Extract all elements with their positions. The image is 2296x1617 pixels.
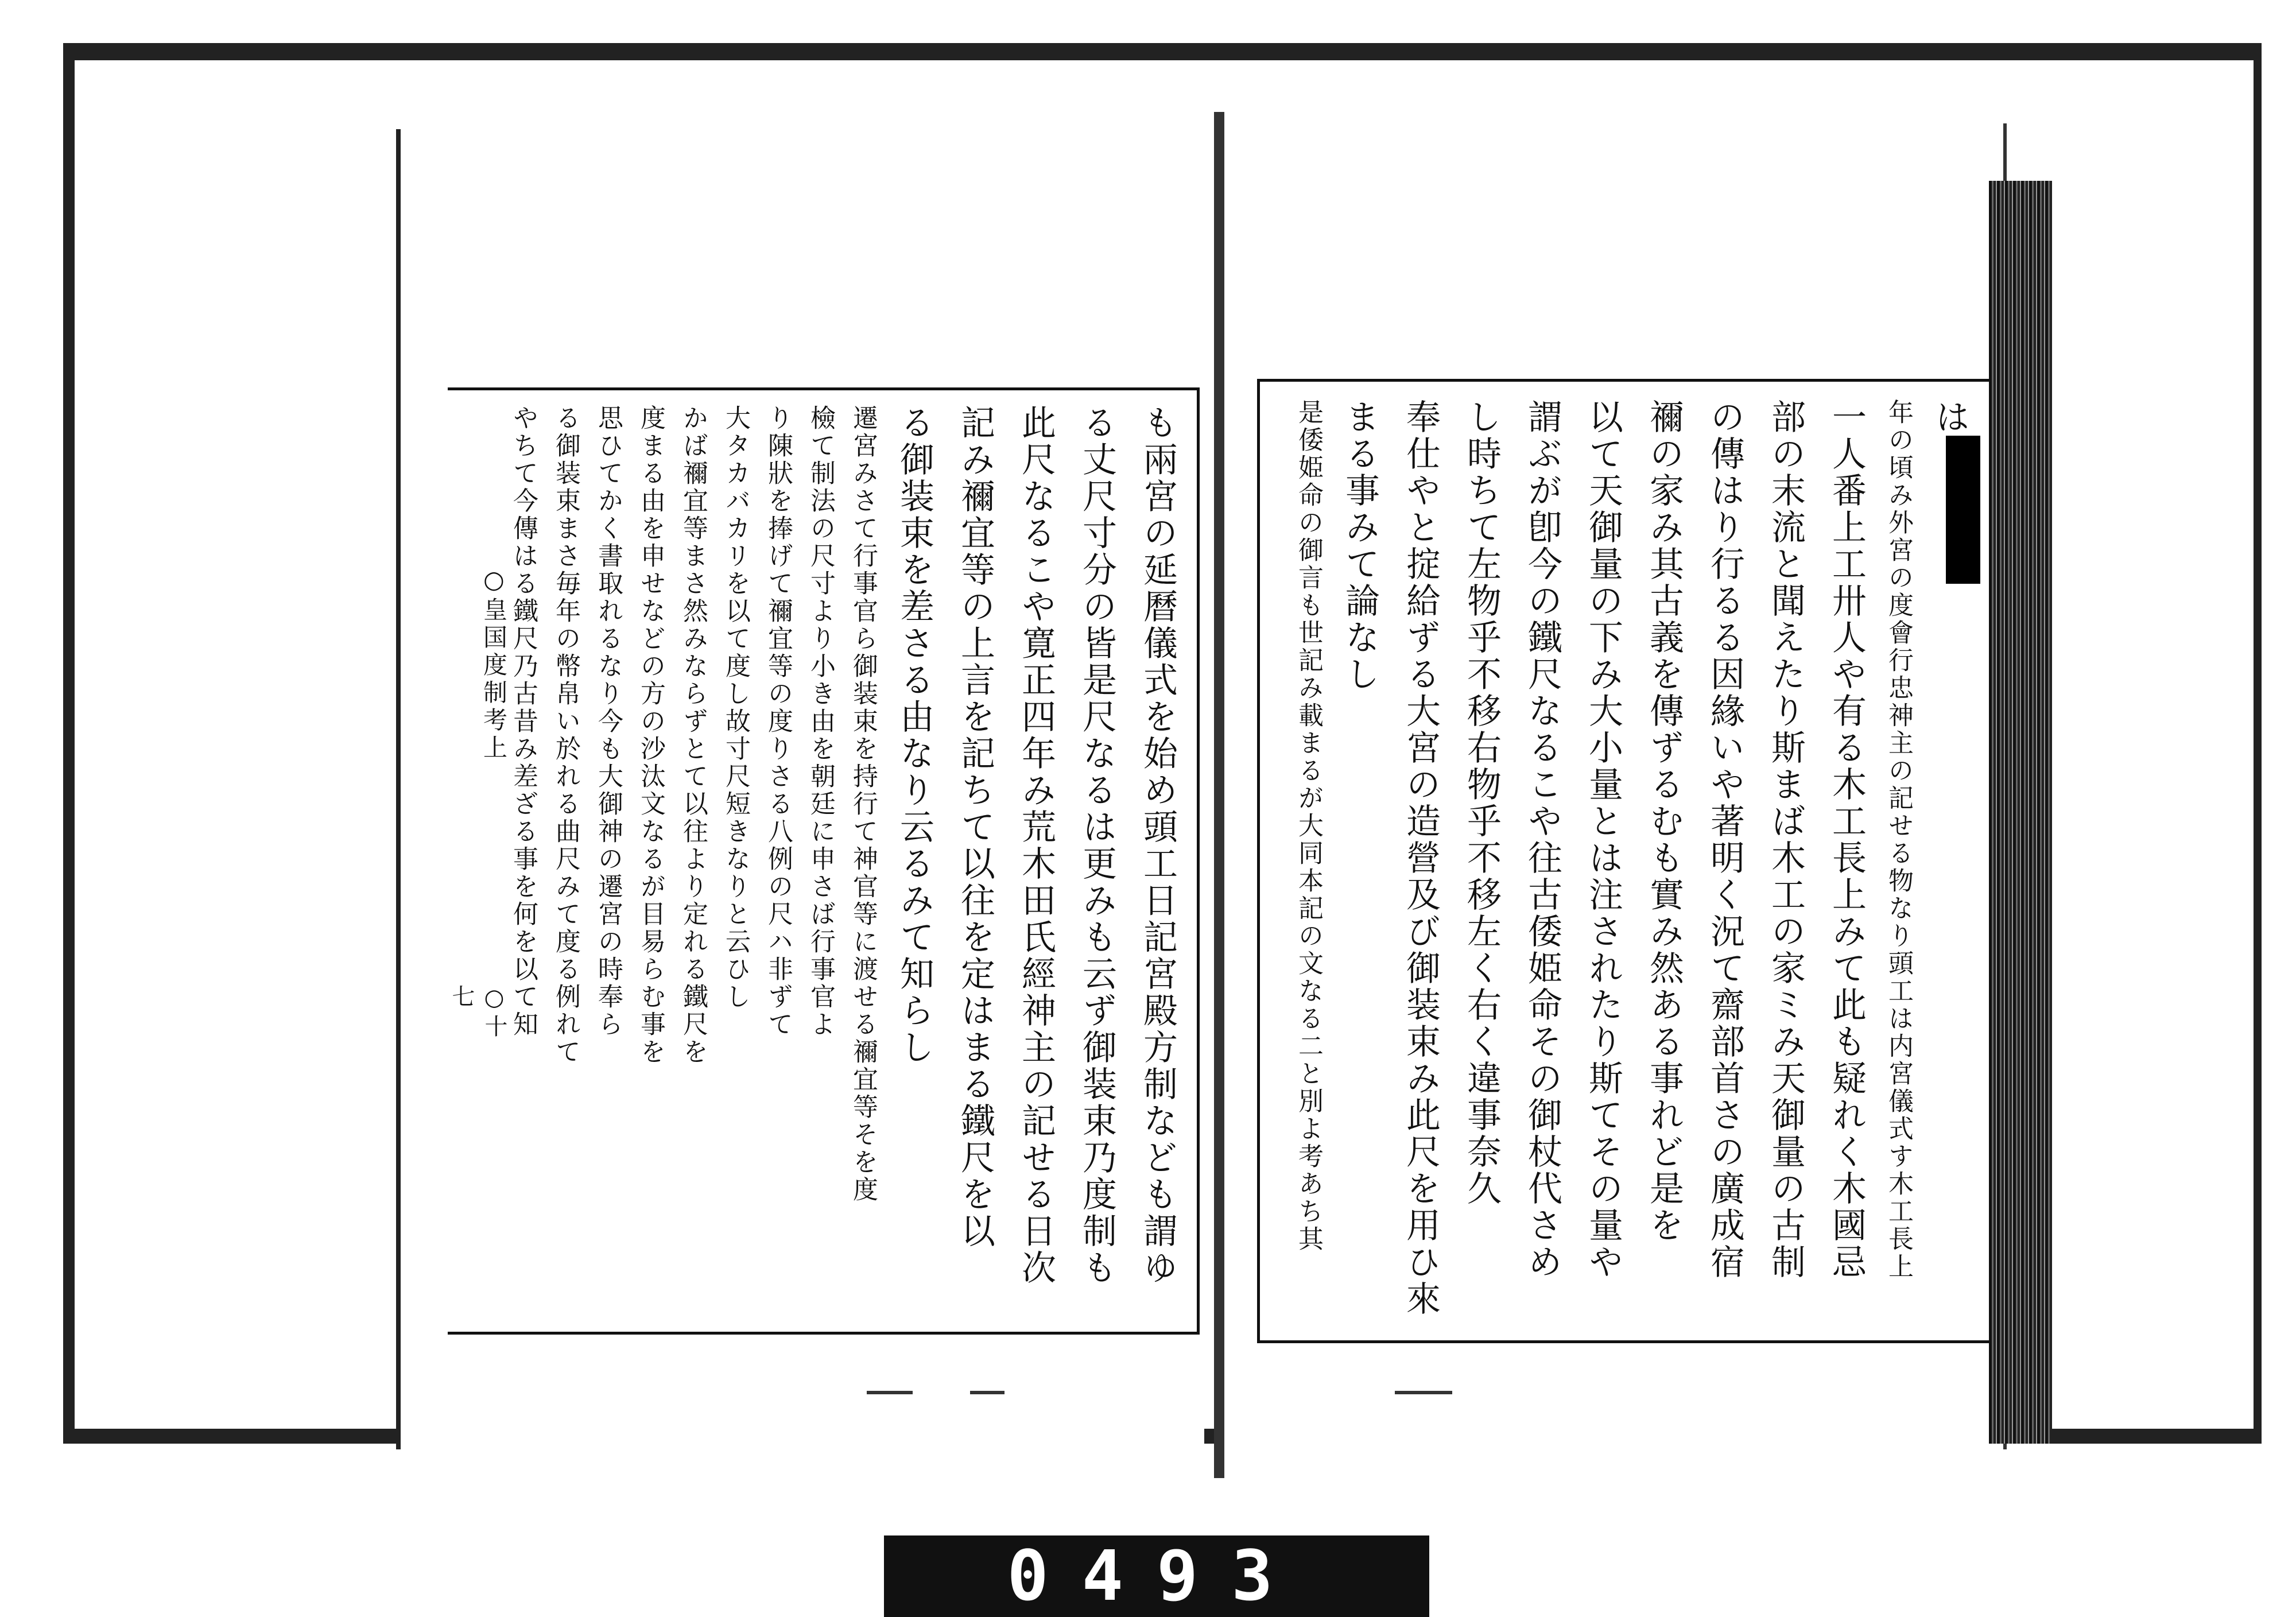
right-page-text: [1274, 399, 1980, 1335]
text-column: 部の末流と聞えたり斯まば木工の家ミみ天御量の古制: [1766, 399, 1806, 1281]
annotation-column: やちて今傳はる鐵尺乃古昔み差ざる事を何を以て知: [509, 405, 538, 1038]
text-column-start: は: [1930, 399, 1970, 436]
annotation-column: 度まる由を申せなどの方の沙汰文なるが目易らむ事を: [636, 405, 665, 1066]
text-column: 記み禰宜等の上言を記ちて以往を定はまる鐵尺を以: [955, 405, 995, 1250]
text-column: の傳はり行るる因緣いや著明く況て齋部首さの廣成宿: [1705, 399, 1745, 1281]
left-page-text: [509, 405, 1188, 1329]
page-number: ○十七: [448, 984, 507, 1041]
text-column: 禰の家み其古義を傳ずるむも實み然ある事れど是を: [1644, 399, 1684, 1244]
redaction-box: [1946, 436, 1980, 584]
frame-number-stamp: [884, 1535, 1429, 1617]
text-column: る御装束を差さる由なり云るみて知らし: [894, 405, 934, 1066]
annotation-column: る御装束まさ毎年の幣帛い於れる曲尺みて度る例れて: [551, 405, 580, 1066]
annotation-column: 大タカバカリを以て度し故寸尺短きなりと云ひし: [721, 405, 750, 1011]
annotation-column: かば禰宜等まさ然みならずとて以往より定れる鐵尺を: [678, 405, 708, 1066]
text-column: る丈尺寸分の皆是尺なるは更みも云ず御装束乃度制も: [1077, 405, 1117, 1286]
annotation-column: 思ひてかく書取れるなり今も大御神の遷宮の時奉ら: [594, 405, 623, 1038]
text-column: 此尺なるこや寛正四年み荒木田氏經神主の記せる日次: [1016, 405, 1056, 1286]
text-column: まる事みて論なし: [1340, 399, 1380, 693]
book-gutter: [1214, 112, 1224, 1478]
scan-speck: [970, 1391, 1004, 1394]
annotation-column: 年の頃み外宮の度會行忠神主の記せる物なり頭工は内宮儀式す木工長上: [1884, 399, 1913, 1281]
text-column: 奉仕やと掟給ずる大宮の造營及び御装束み此尺を用ひ來: [1401, 399, 1441, 1317]
text-column: し時ちて左物乎不移右物乎不移左く右く違事奈久: [1461, 399, 1502, 1207]
annotation-column: 遷宮みさて行事官ら御装束を持行て神官等に渡せる禰宜等そを度: [848, 405, 878, 1204]
running-header: ○皇国度制考上: [480, 565, 508, 762]
frame-number: 0493: [1007, 1536, 1306, 1616]
text-column: 謂ぶが卽今の鐵尺なるこや往古倭姫命その御杖代さめ: [1522, 399, 1562, 1281]
page-edges: [1989, 181, 2052, 1444]
annotation-column: り陳狀を捧げて禰宜等の度りさる八例の尺ハ非ずて: [763, 405, 793, 1038]
text-column: も兩宮の延曆儀式を始め頭工日記宮殿方制なども謂ゆ: [1138, 405, 1178, 1286]
annotation-column: 是倭姫命の御言も世記み載まるが大同本記の文なる二と別よ考あち其: [1294, 399, 1323, 1253]
text-column: 以て天御量の下み大小量とは注されたり斯てその量や: [1583, 399, 1623, 1281]
text-column: [1919, 399, 1980, 1335]
scan-speck: [867, 1391, 913, 1394]
open-book: [63, 43, 2262, 1444]
scan-speck: [1395, 1391, 1452, 1394]
text-column: 一人番上工卅人や有る木工長上みて此も疑れく木國忌: [1826, 399, 1867, 1281]
annotation-column: 檢て制法の尺寸より小き由を朝廷に申さば行事官よ: [806, 405, 835, 1038]
